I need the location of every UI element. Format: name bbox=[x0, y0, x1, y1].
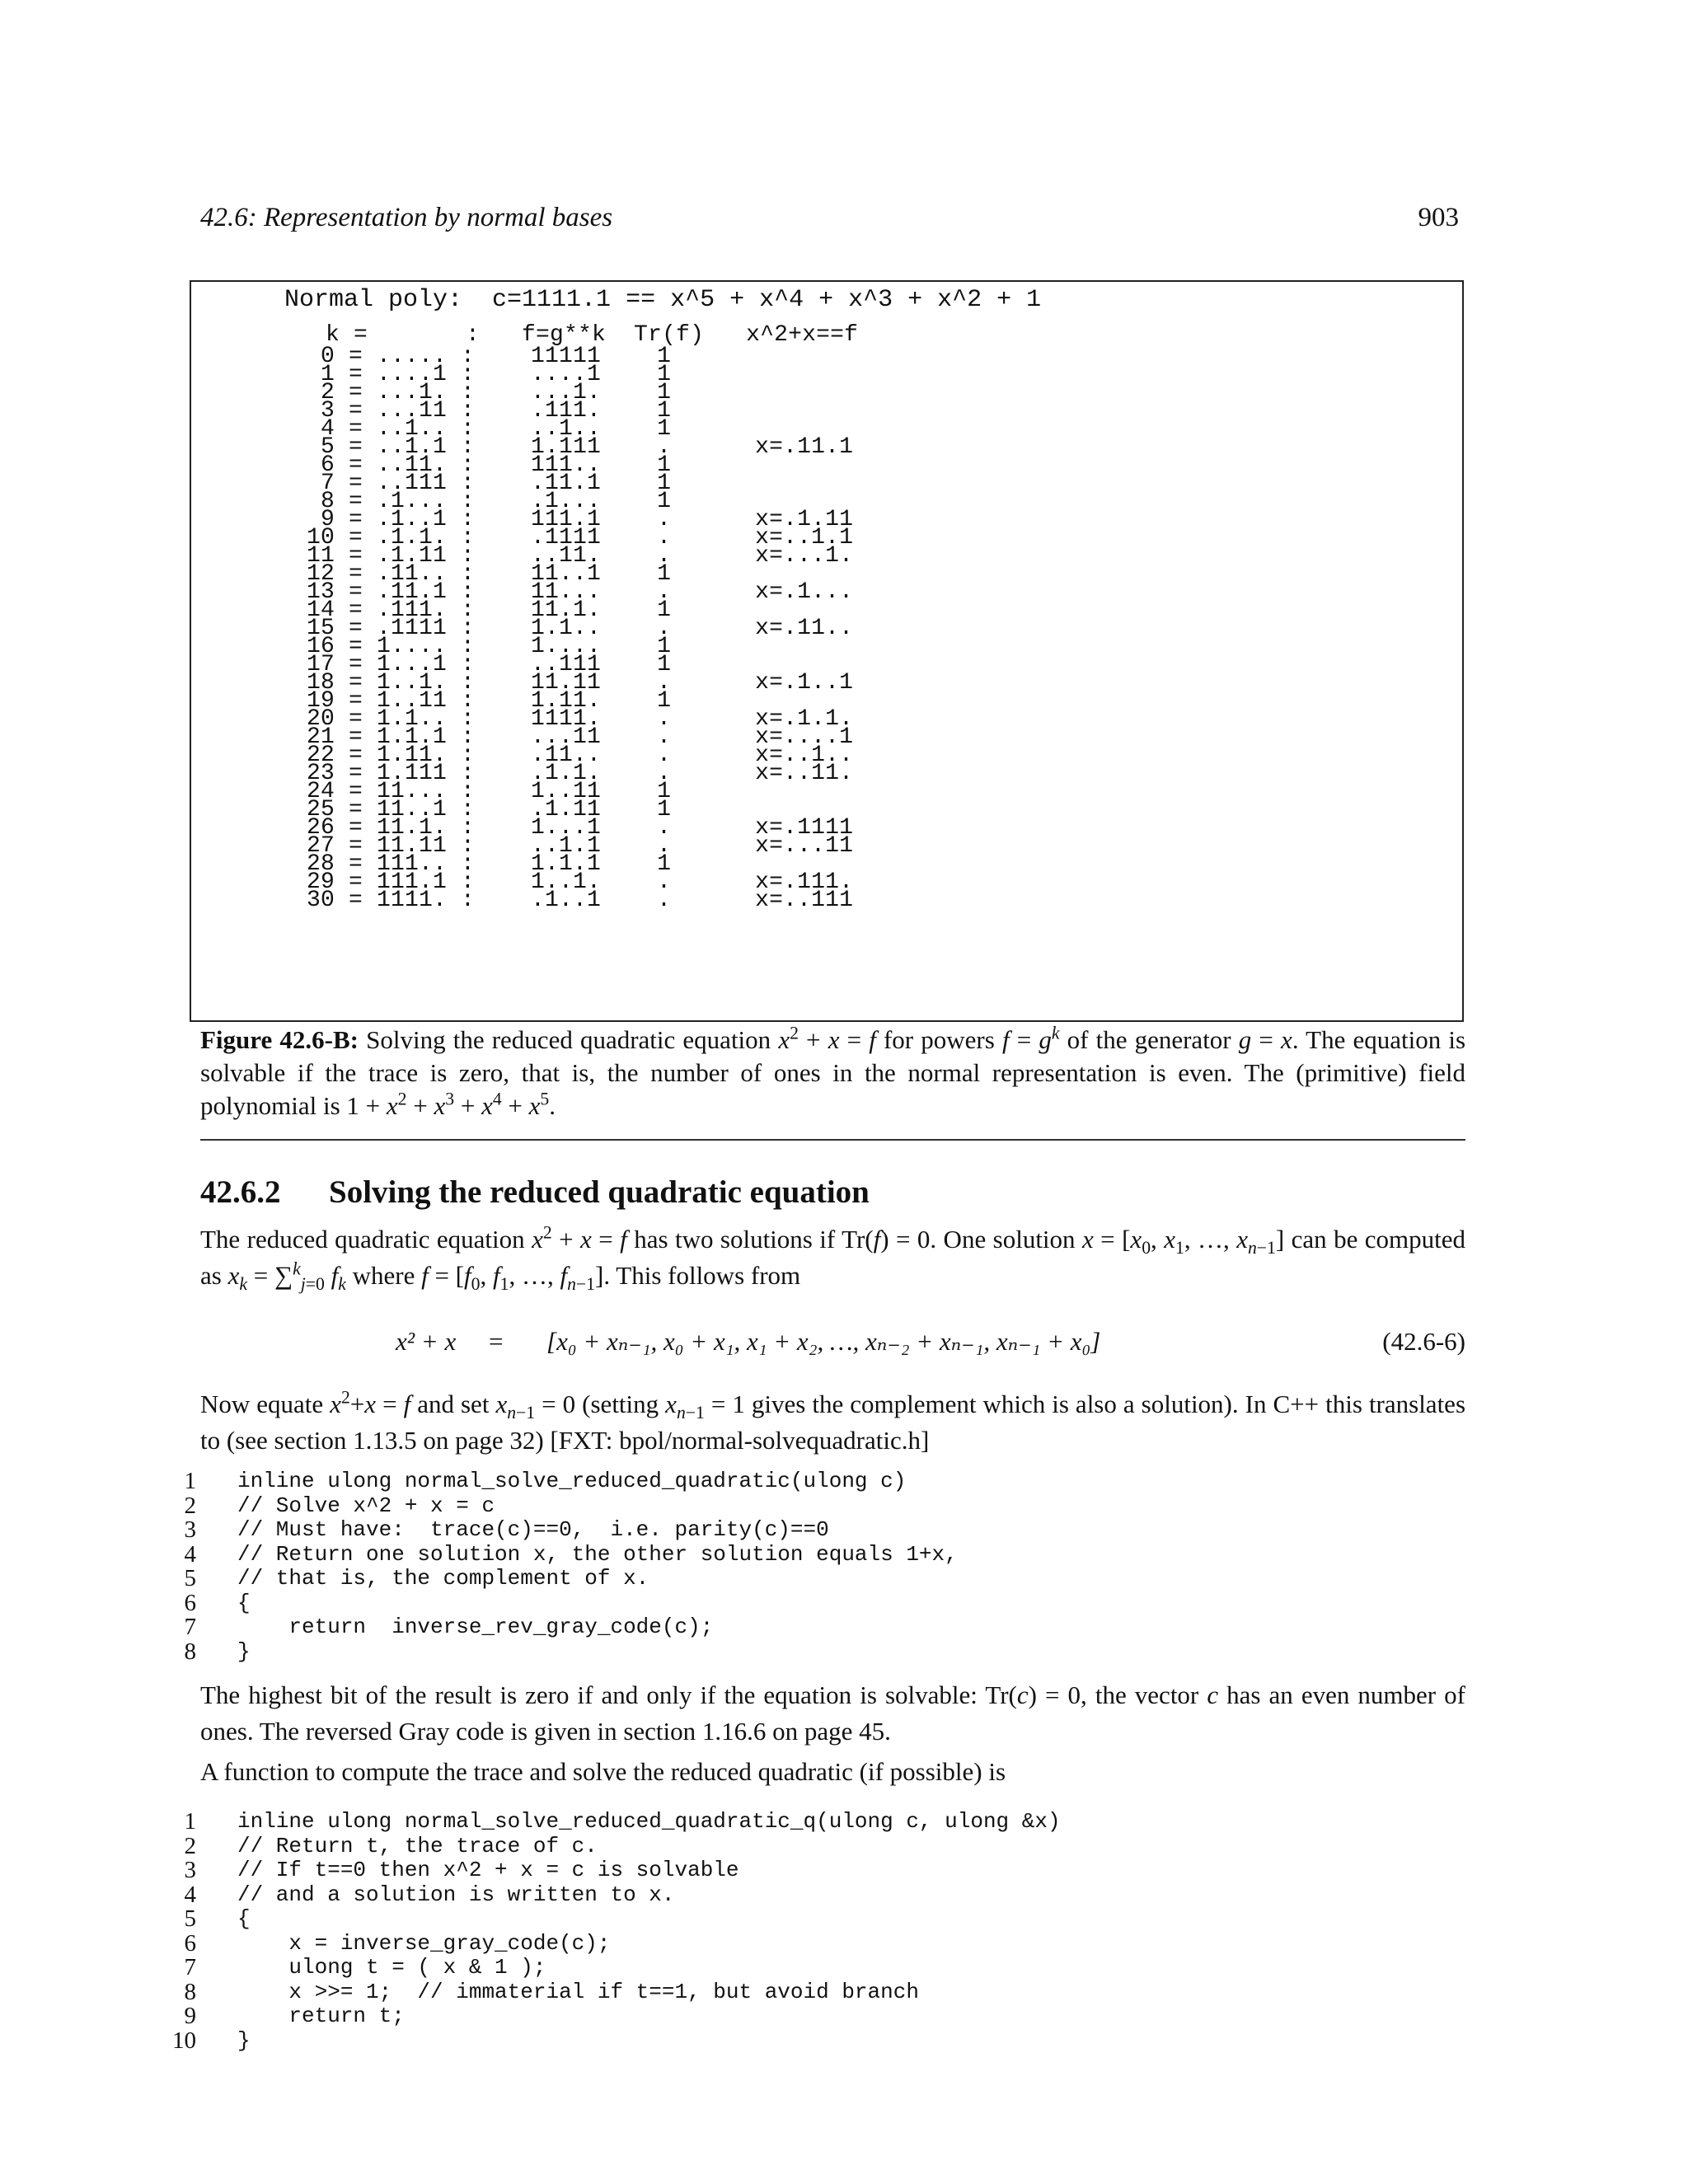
line-number: 2 bbox=[184, 1492, 196, 1519]
section-title: Solving the reduced quadratic equation bbox=[329, 1174, 870, 1210]
code-text: // Must have: trace(c)==0, i.e. parity(c)==0 bbox=[237, 1517, 829, 1542]
equation-lhs: x² + x bbox=[396, 1327, 457, 1356]
code-line bbox=[171, 2004, 1061, 2029]
table-row: 28 = 111.. : 1.1.1 1 bbox=[307, 851, 672, 877]
table-row: 3 = ...11 : .111. 1 bbox=[307, 398, 672, 424]
code-text: inline ulong normal_solve_reduced_quadratic_q(ulong c, ulong &x) bbox=[237, 1809, 1061, 1834]
code-text: // Return t, the trace of c. bbox=[237, 1833, 598, 1858]
figure-title-line: Normal poly: c=1111.1 == x^5 + x^4 + x^3 + x^2 + 1 bbox=[284, 286, 1042, 314]
table-row: 11 = .1.11 : ..11. . x=...1. bbox=[307, 543, 854, 569]
code-text: // If t==0 then x^2 + x = c is solvable bbox=[237, 1858, 739, 1882]
table-row: 4 = ..1.. : ..1.. 1 bbox=[307, 416, 672, 442]
line-number: 8 bbox=[184, 1978, 196, 2005]
line-number: 5 bbox=[184, 1565, 196, 1591]
line-number: 6 bbox=[184, 1929, 196, 1957]
code-line bbox=[171, 1567, 958, 1591]
table-row: 9 = .1..1 : 111.1 . x=.1.11 bbox=[307, 507, 854, 532]
figure-caption-label: Figure 42.6-B: bbox=[200, 1025, 359, 1054]
code-text: { bbox=[237, 1906, 251, 1931]
code-text: { bbox=[237, 1590, 251, 1615]
code-text: // and a solution is written to x. bbox=[237, 1882, 675, 1907]
table-row: 13 = .11.1 : 11... . x=.1... bbox=[307, 579, 854, 605]
table-row: 15 = .1111 : 1.1.. . x=.11.. bbox=[307, 616, 854, 641]
paragraph-1: The reduced quadratic equation $x^2 + x = f$ has two solutions if Tr(f) = 0. One solution $x = [x_0$, $x_1$, …, $x_{n-1}$] can be computed as $x_k = \sum^k_{j=0}$ $f_k$ where $f = [f_0$, $f_1$, …, $f_{n-1}$]. This follows from bbox=[200, 1222, 1466, 1295]
table-row: 17 = 1...1 : ..111 1 bbox=[307, 652, 672, 677]
line-number: 6 bbox=[184, 1589, 196, 1616]
equation-number: (42.6-6) bbox=[1382, 1327, 1465, 1356]
line-number: 1 bbox=[184, 1468, 196, 1494]
caption-rule bbox=[200, 1139, 1465, 1141]
table-row: 19 = 1..11 : 1.11. 1 bbox=[307, 688, 672, 714]
table-row: 21 = 1.1.1 : ...11 . x=....1 bbox=[307, 724, 854, 750]
code-text: return inverse_rev_gray_code(c); bbox=[237, 1615, 714, 1639]
code-text: // Return one solution x, the other solution equals 1+x, bbox=[237, 1541, 958, 1567]
line-number: 1 bbox=[184, 1808, 196, 1835]
table-row: 27 = 11.11 : ..1.1 . x=...11 bbox=[307, 833, 854, 859]
code-listing-1 bbox=[171, 1469, 958, 1664]
table-row: 30 = 1111. : .1..1 . x=..111 bbox=[307, 888, 854, 913]
code-text: ulong t = ( x & 1 ); bbox=[237, 1955, 546, 1980]
page-number: 903 bbox=[1418, 203, 1459, 232]
code-text: // that is, the complement of x. bbox=[237, 1566, 649, 1591]
table-row: 6 = ..11. : 111.. 1 bbox=[307, 452, 672, 478]
paragraph-2: Now equate $x^2+x = f$ and set $x_{n-1} = 0$ (setting $x_{n-1} = 1$ gives the complement which is also a solution). In C++ this translates to (see section 1.13.5 on page 32) [FXT: bpol/normal-solvequadratic.h] bbox=[200, 1387, 1466, 1455]
code-line bbox=[171, 1591, 958, 1616]
section-heading bbox=[200, 1174, 870, 1211]
figure-table-body bbox=[307, 344, 854, 913]
line-number: 3 bbox=[184, 1857, 196, 1883]
running-header: 42.6: Representation by normal bases bbox=[200, 203, 613, 232]
table-row: 18 = 1..1. : 11.11 . x=.1..1 bbox=[307, 670, 854, 696]
line-number: 4 bbox=[184, 1881, 196, 1908]
code-line bbox=[171, 1469, 958, 1494]
table-row: 7 = ..111 : .11.1 1 bbox=[307, 471, 672, 496]
code-line bbox=[171, 1810, 1061, 1835]
section-number: 42.6.2 bbox=[200, 1174, 281, 1210]
table-row: 26 = 11.1. : 1...1 . x=.1111 bbox=[307, 815, 854, 841]
table-row: 25 = 11..1 : .1.11 1 bbox=[307, 797, 672, 823]
code-text: x = inverse_gray_code(c); bbox=[237, 1930, 611, 1956]
paragraph-4: A function to compute the trace and solve the reduced quadratic (if possible) is bbox=[200, 1757, 1006, 1786]
code-line bbox=[171, 2029, 1061, 2054]
equation-relation: = bbox=[489, 1327, 504, 1356]
paragraph-3: The highest bit of the result is zero if and only if the equation is solvable: Tr(c) = 0, the vector c has an even number of ones. The reversed Gray code is given in section 1.16.6 on page 45. bbox=[200, 1680, 1465, 1746]
table-row: 24 = 11... : 1..11 1 bbox=[307, 779, 672, 804]
line-number: 2 bbox=[184, 1832, 196, 1859]
table-row: 5 = ..1.1 : 1.111 . x=.11.1 bbox=[307, 434, 854, 460]
table-row: 2 = ...1. : ...1. 1 bbox=[307, 380, 672, 405]
code-text: } bbox=[237, 1638, 251, 1664]
line-number: 3 bbox=[184, 1516, 196, 1543]
code-line bbox=[171, 1540, 958, 1568]
code-line bbox=[171, 1956, 1061, 1980]
table-row: 0 = ..... : 11111 1 bbox=[307, 344, 672, 369]
line-number: 9 bbox=[184, 2003, 196, 2029]
line-number: 7 bbox=[184, 1614, 196, 1640]
code-text: // Solve x^2 + x = c bbox=[237, 1493, 495, 1518]
figure-caption: Figure 42.6-B: Solving the reduced quadratic equation $x^2 + x = f$ for powers $f = g^k$ of the generator g = x. The equation is solvable if the trace is zero, that is, the number of ones in the normal representation is even. The (primitive) field polynomial is $1 + x^2 + x^3 + x^4 + x^5$. bbox=[200, 1023, 1466, 1120]
table-row: 20 = 1.1.. : 1111. . x=.1.1. bbox=[307, 706, 854, 732]
line-number: 8 bbox=[184, 1638, 196, 1665]
code-text: return t; bbox=[237, 2004, 405, 2028]
line-number: 5 bbox=[184, 1905, 196, 1932]
code-text: inline ulong normal_solve_reduced_quadratic(ulong c) bbox=[237, 1469, 907, 1493]
code-line bbox=[171, 1518, 958, 1543]
code-line bbox=[171, 1883, 1061, 1908]
table-row: 12 = .11.. : 11..1 1 bbox=[307, 561, 672, 587]
code-line bbox=[171, 1615, 958, 1640]
equation-rhs: [x₀ + xₙ₋₁, x₀ + x₁, x₁ + x₂, …, xₙ₋₂ + xₙ₋₁, xₙ₋₁ + x₀] bbox=[546, 1327, 1101, 1356]
code-line bbox=[171, 1832, 1061, 1859]
code-line bbox=[171, 1858, 1061, 1883]
code-line bbox=[171, 1907, 1061, 1932]
code-line bbox=[171, 1640, 958, 1665]
table-row: 14 = .111. : 11.1. 1 bbox=[307, 598, 672, 623]
table-row: 16 = 1.... : 1.... 1 bbox=[307, 634, 672, 659]
code-line bbox=[171, 1929, 1061, 1957]
table-row: 10 = .1.1. : .1111 . x=..1.1 bbox=[307, 525, 854, 551]
code-text: } bbox=[237, 2027, 251, 2053]
code-listing-2 bbox=[171, 1810, 1061, 2053]
table-row: 8 = .1... : .1... 1 bbox=[307, 489, 672, 514]
figure-table-header: k = : f=g**k Tr(f) x^2+x==f bbox=[326, 322, 859, 348]
code-line bbox=[171, 1980, 1061, 2005]
line-number: 10 bbox=[172, 2027, 196, 2054]
line-number: 4 bbox=[184, 1540, 196, 1568]
table-row: 29 = 111.1 : 1..1. . x=.111. bbox=[307, 869, 854, 895]
table-row: 22 = 1.11. : .11.. . x=..1.. bbox=[307, 743, 854, 768]
display-equation bbox=[200, 1327, 1465, 1363]
code-text: x >>= 1; // immaterial if t==1, but avoid branch bbox=[237, 1979, 919, 2004]
code-line bbox=[171, 1494, 958, 1519]
line-number: 7 bbox=[184, 1954, 196, 1980]
table-row: 23 = 1.111 : .1.1. . x=..11. bbox=[307, 761, 854, 786]
table-row: 1 = ....1 : ....1 1 bbox=[307, 362, 672, 387]
